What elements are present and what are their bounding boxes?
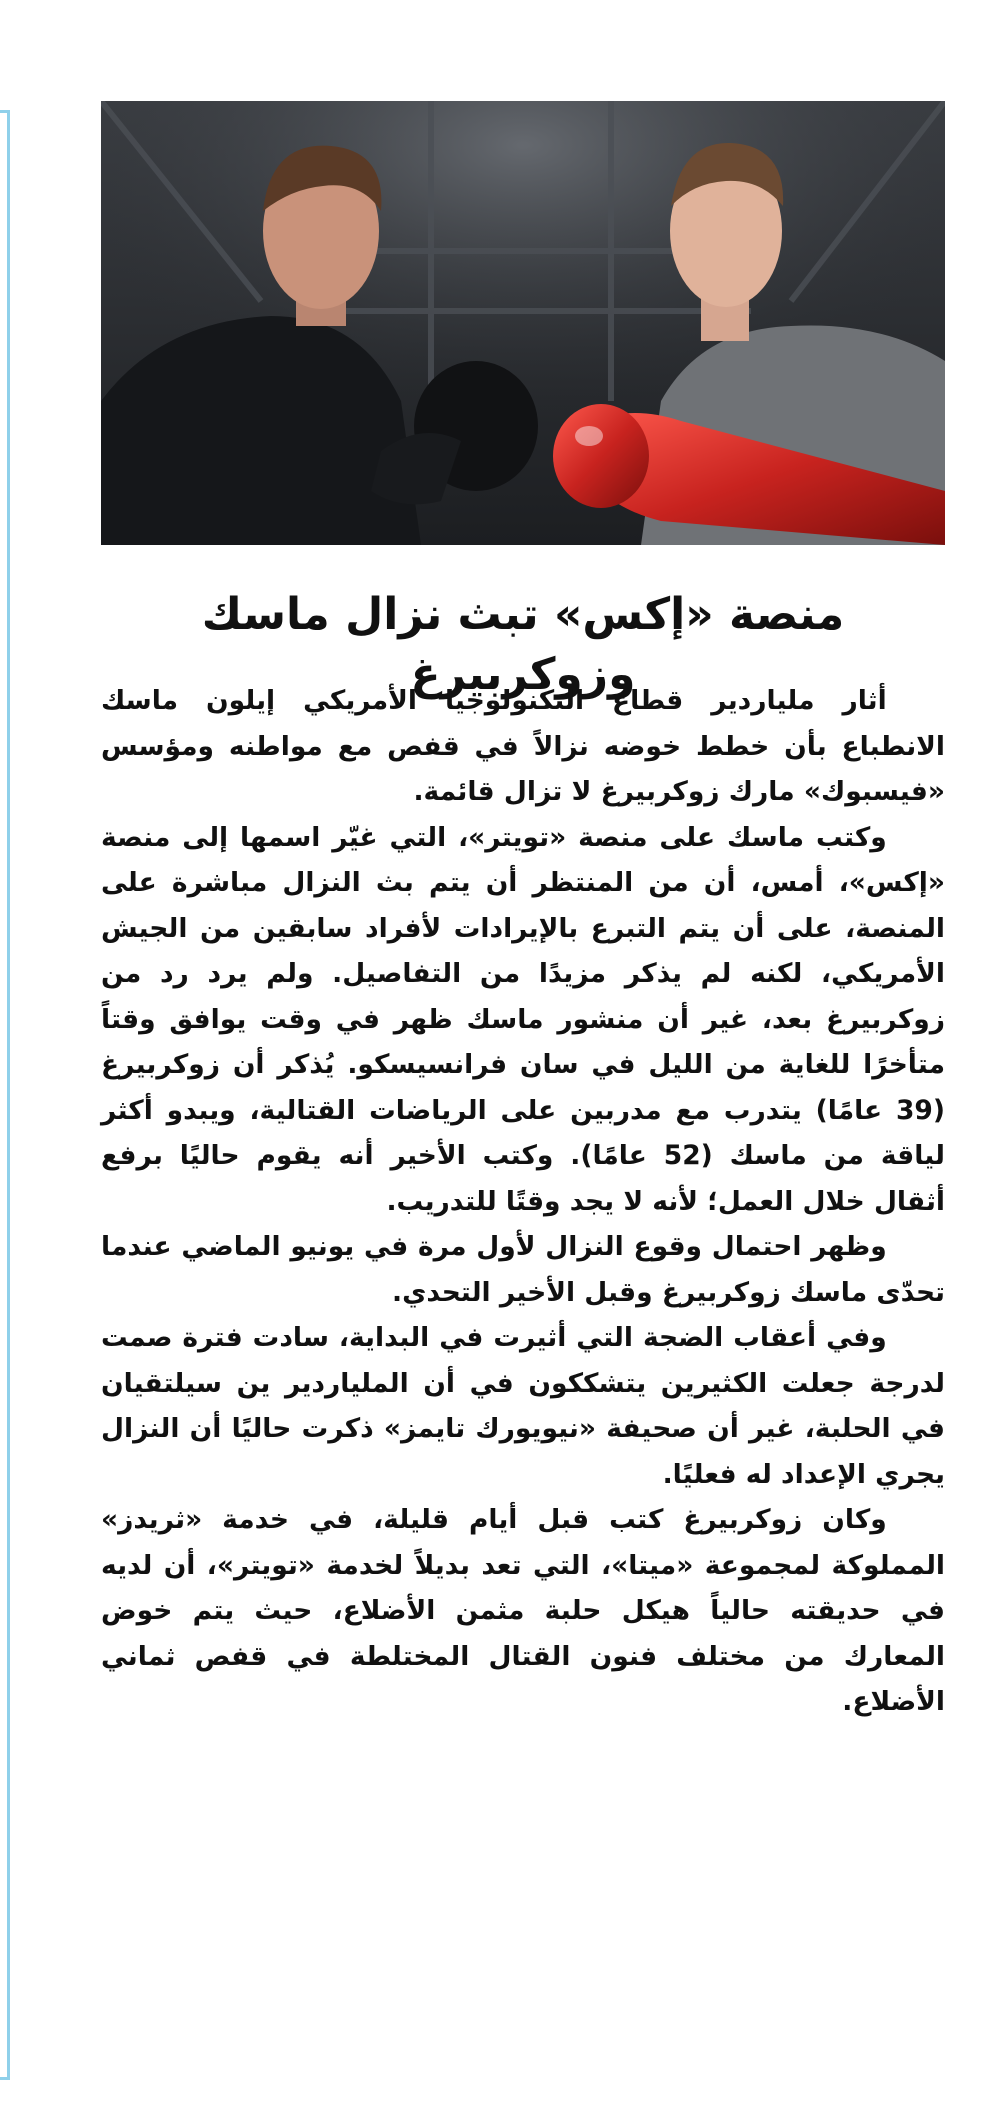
article-paragraph: وكان زوكربيرغ كتب قبل أيام قليلة، في خدمة «ثريدز» المملوكة لمجموعة «ميتا»، التي تعد بديلاً لخدمة «تويتر»، أن لديه في حديقته حالياً هيكل حلبة مثمن الأضلاع، حيث يتم خوض المعارك من مختلف فنون القتال المختلطة في قفص ثماني الأضلاع.	[101, 1504, 945, 1717]
article-paragraph: وظهر احتمال وقوع النزال لأول مرة في يونيو الماضي عندما تحدّى ماسك زوكربيرغ وقبل الأخير التحدي.	[101, 1231, 945, 1308]
article-paragraph: وكتب ماسك على منصة «تويتر»، التي غيّر اسمها إلى منصة «إكس»، أمس، أن من المنتظر أن يتم بث النزال مباشرة على المنصة، على أن يتم التبرع بالإيرادات لأفراد سابقين من الجيش الأمريكي، لكنه لم يذكر مزيدًا من التفاصيل. ولم يرد رد من زوكربيرغ بعد، غير أن منشور ماسك ظهر في وقت يوافق وقتاً متأخرًا للغاية من الليل في سان فرانسيسكو. يُذكر أن زوكربيرغ (39 عامًا) يتدرب مع مدربين على الرياضات القتالية، ويبدو أكثر لياقة من ماسك (52 عامًا). وكتب الأخير أنه يقوم حاليًا برفع أثقال خلال العمل؛ لأنه لا يجد وقتًا للتدريب.	[101, 821, 945, 1217]
article-paragraph: أثار ملياردير قطاع التكنولوجيا الأمريكي إيلون ماسك الانطباع بأن خطط خوضه نزالاً في قفص مع مواطنه ومؤسس «فيسبوك» مارك زوكربيرغ لا تزال قائمة.	[101, 685, 945, 807]
article-paragraph: وفي أعقاب الضجة التي أثيرت في البداية، سادت فترة صمت لدرجة جعلت الكثيرين يتشككون في أن الملياردير ين سيلتقيان في الحلبة، غير أن صحيفة «نيويورك تايمز» ذكرت حاليًا أن النزال يجري الإعداد له فعليًا.	[101, 1322, 945, 1490]
article-headline: منصة «إكس» تبث نزال ماسك وزوكربيرغ	[201, 589, 845, 700]
article-body	[101, 678, 945, 1725]
column-border	[0, 110, 10, 2080]
photo-illustration	[101, 101, 945, 545]
article-photo	[101, 101, 945, 545]
